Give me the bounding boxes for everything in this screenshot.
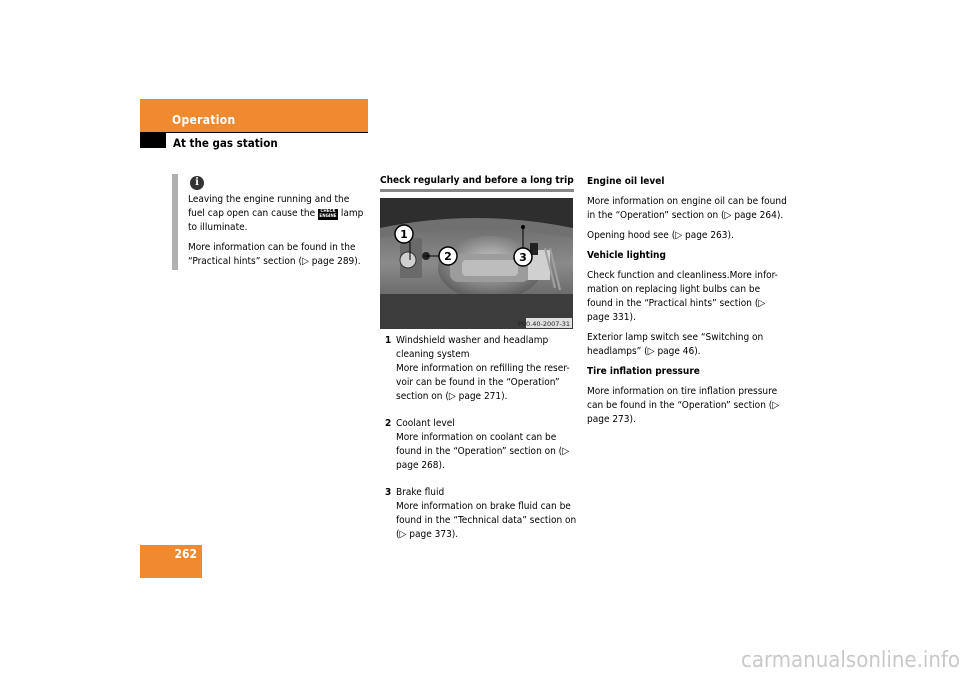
item-text: More information on brake fluid can be found in the “Technical data” section on (▷ page 373).: [396, 501, 577, 540]
note-paragraph-1: Leaving the engine running and the fuel cap open can cause the CHECK ENGINE lamp to illuminate.: [188, 194, 364, 233]
callout-1: 1: [400, 228, 408, 241]
engine-oil-heading: Engine oil level: [587, 176, 665, 187]
tire-text: More information on tire inflation pressure can be found in the “Operation” section (▷ page 273).: [587, 386, 780, 425]
items-list: [380, 334, 578, 555]
section-title: Operation: [172, 113, 236, 127]
list-item: 2 Coolant level More information on coolant can be found in the “Operation” section on (▷ page 268).: [380, 417, 578, 473]
note-bar: [172, 174, 178, 270]
engine-oil-text: More information on engine oil can be found in the “Operation” section on (▷ page 264).: [587, 196, 787, 221]
right-column: [587, 175, 787, 433]
header-marker: [140, 132, 166, 148]
lamp-switch-text: Exterior lamp switch see “Switching on headlamps” (▷ page 46).: [587, 332, 764, 357]
item-title: Coolant level: [396, 418, 455, 429]
callout-3: 3: [519, 251, 527, 264]
note-paragraph-2: More information can be found in the “Practical hints” section (▷ page 289).: [188, 242, 361, 267]
header-rule: [166, 132, 368, 133]
item-title: Windshield washer and headlamp cleaning system: [396, 335, 549, 360]
lighting-heading: Vehicle lighting: [587, 250, 666, 261]
tire-heading: Tire inflation pressure: [587, 366, 700, 377]
watermark: carmanualsonline.info: [741, 648, 960, 673]
heading-rule: [380, 189, 574, 192]
lighting-text: Check function and cleanliness.More infor-mation on replacing light bulbs can be found in the “Practical hints” section (▷ page 331).: [587, 270, 778, 323]
page-number: 262: [174, 547, 197, 561]
item-title: Brake fluid: [396, 487, 445, 498]
photo-code: P00.40-2007-31: [517, 320, 570, 328]
check-heading: Check regularly and before a long trip: [380, 175, 574, 186]
info-note: [188, 193, 368, 275]
item-text: More information on refilling the reser-voir can be found in the “Operation” section on (▷ page 271).: [396, 363, 570, 402]
info-icon: i: [190, 176, 204, 190]
section-subtitle: At the gas station: [173, 136, 278, 150]
callout-2: 2: [444, 250, 452, 263]
check-engine-icon: CHECK ENGINE: [319, 209, 337, 219]
list-item: 3 Brake fluid More information on brake fluid can be found in the “Technical data” section on (▷ page 373).: [385, 487, 577, 540]
item-text: More information on coolant can be found in the “Operation” section on (▷ page 268).: [396, 432, 570, 471]
engine-bay-photo: [380, 198, 573, 329]
list-item: 1 Windshield washer and headlamp cleaning system More information on refilling the reser-voir can be found in the “Operation” section on (▷ page 271).: [380, 334, 578, 404]
hood-text: Opening hood see (▷ page 263).: [587, 230, 734, 241]
